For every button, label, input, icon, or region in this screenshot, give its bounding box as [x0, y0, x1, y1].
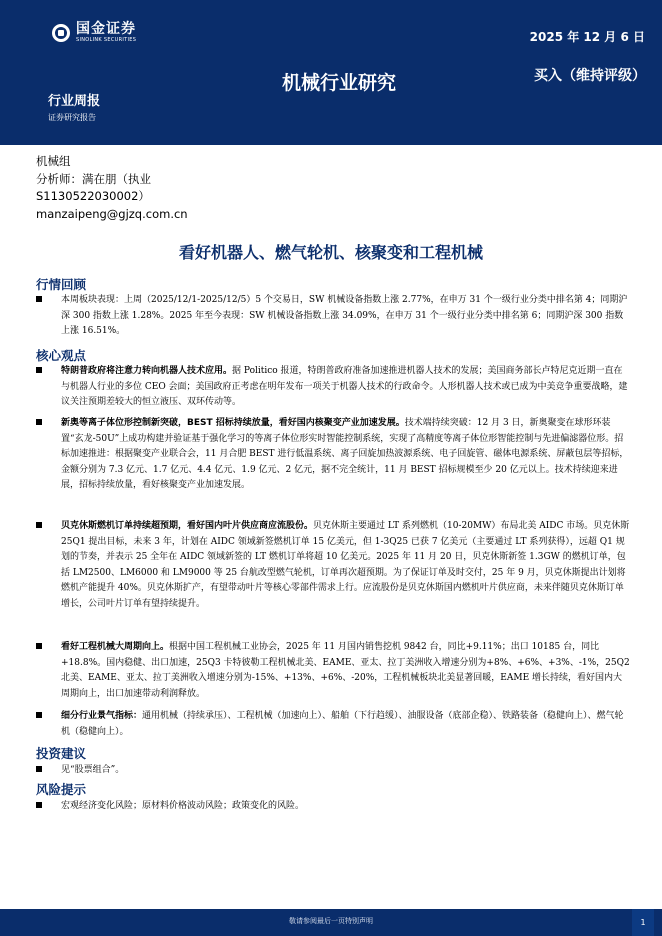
- bullet-icon: [36, 766, 42, 772]
- item-text: 根据中国工程机械工业协会，2025 年 11 月国内销售挖机 9842 台，同比+9.11%；出口 10185 台，同比+18.8%。国内稳健、出口加速，25Q3 卡特彼勒工程机械北美、EAME、亚太、拉丁美洲收入增速分别为+8%、+6%、+3%、-1%，25Q2 北美、EAME、亚太、拉丁美洲收入增速分别为-15%、+13%、+6%、-20%，工程机械板块北美显著回暖，EAME 增长持续，看好国内大周期向上，出口加速带动利润释放。: [61, 642, 630, 699]
- page-headline: 看好机器人、燃气轮机、核聚变和工程机械: [178, 243, 483, 262]
- report-title: 机械行业研究: [282, 72, 397, 94]
- list-item: [36, 519, 630, 637]
- report-header: [0, 0, 662, 145]
- item-text: 通用机械（持续承压）、工程机械（加速向上）、船舶（下行趋缓）、油服设备（底部企稳）、铁路装备（稳健向上）、燃气轮机（稳健向上）。: [61, 711, 624, 737]
- list-item: [36, 709, 630, 741]
- list-item: [36, 799, 630, 815]
- section-title-review: 行情回顾: [36, 277, 87, 292]
- analyst-cert: S1130522030002）: [36, 189, 150, 203]
- page-footer: [0, 909, 662, 936]
- bullet-icon: [36, 367, 42, 373]
- logo-en-text: SINOLINK SECURITIES: [76, 37, 137, 43]
- logo-mark-icon: [52, 24, 70, 42]
- bullet-icon: [36, 643, 42, 649]
- report-subtype: 证券研究报告: [48, 113, 96, 122]
- rating-badge: 买入（维持评级）: [534, 68, 646, 84]
- section-title-core: 核心观点: [36, 348, 87, 363]
- item-text: 技术端持续突破：12 月 3 日，新奥聚变在球形环装置“玄龙-50U”上成功构建并验证基于强化学习的等离子体位形实时智能控制系统，实现了高精度等离子体位形智能控制与先进偏滤器位形。招标加速推进：根据聚变产业联合会，11 月合肥 BEST 进行低温系统、离子回旋加热波源系统、电子回旋管、磁体电源系统、屏蔽包层等招标，金额分别为 7.3 亿元、1.7 亿元、4.4 亿元、1.9 亿元、2 亿元，据不完全统计，11 月 BEST 招标规模至少 20 亿元以上。技术持续迎来进展，招标持续放量，看好核聚变产业加速发展。: [61, 418, 629, 490]
- item-bold: 特朗普政府将注意力转向机器人技术应用。: [61, 366, 233, 376]
- list-item: [36, 293, 630, 341]
- report-type: 行业周报: [48, 94, 101, 109]
- item-text: 据 Politico 报道，特朗普政府准备加速推进机器人技术的发展；美国商务部长卢特尼克近期一直在与机器人行业的多位 CEO 会面；美国政府正考虑在明年发布一项关于机器人技术的行政命令。人形机器人技术或已成为中美竞争重要战略，建议关注预期差较大的恒立液压、双环传动等。: [61, 366, 628, 407]
- list-item: [36, 416, 630, 516]
- logo-cn-text: 国金证券: [76, 21, 136, 37]
- item-bold: 看好工程机械大周期向上。: [61, 642, 170, 652]
- brand-logo: [52, 22, 136, 44]
- list-item: [36, 640, 630, 706]
- analyst-email[interactable]: manzaipeng@gjzq.com.cn: [36, 206, 188, 221]
- analyst-name: 分析师：满在朋（执业: [36, 171, 151, 186]
- bullet-icon: [36, 802, 42, 808]
- analyst-info: [36, 153, 188, 223]
- bullet-icon: [36, 712, 42, 718]
- item-bold: 新奥等离子体位形控制新突破，BEST 招标持续放量，看好国内核聚变产业加速发展。: [61, 418, 405, 428]
- item-bold: 贝克休斯燃机订单持续超预期，看好国内叶片供应商应流股份。: [61, 521, 314, 531]
- bullet-icon: [36, 296, 42, 302]
- item-text: 见“股票组合”。: [61, 765, 125, 775]
- item-bold: 细分行业景气指标：: [61, 711, 143, 721]
- section-title-invest: 投资建议: [36, 746, 87, 761]
- item-text: 本周板块表现：上周（2025/12/1-2025/12/5）5 个交易日，SW 机械设备指数上涨 2.77%，在申万 31 个一级行业分类中排名第 4；同期沪深 300 指数上涨 1.28%。2025 年至今表现：SW 机械设备指数上涨 34.09%，在申万 31 个一级行业分类中排名第 6；同期沪深 300 指数上涨 16.51%。: [61, 295, 628, 336]
- analyst-group: 机械组: [36, 154, 71, 168]
- disclaimer-note: 敬请参阅最后一页特别声明: [289, 917, 373, 925]
- bullet-icon: [36, 522, 42, 528]
- list-item: [36, 763, 630, 779]
- bullet-icon: [36, 419, 42, 425]
- section-title-risk: 风险提示: [36, 782, 87, 797]
- report-date: 2025 年 12 月 6 日: [529, 30, 645, 44]
- page-number: 1: [632, 909, 654, 936]
- list-item: [36, 364, 630, 412]
- item-text: 贝克休斯主要通过 LT 系列燃机（10-20MW）布局北美 AIDC 市场。贝克休斯 25Q1 提出目标，未来 3 年，计划在 AIDC 领域新签燃机订单 15 亿美元，但 1-3Q25 已获 7 亿美元（主要通过 LT 系列获得），远超 Q1 规划的节奏，并表示 25 全年在 AIDC 领域新签的 LT 燃机订单将超 10 亿美元。2025 年 11 月 20 日，贝克休斯新签 1.3GW 的燃机订单，包括 LM2500、LM6000 和 LM9000 等 25 台航改型燃气轮机，订单再次超预期。为了保证订单及时交付，25 年 9 月，贝克休斯提出计划将燃机产能提升 40%。贝克休斯扩产，有望带动叶片等核心零部件需求上行。应流股份是贝克休斯国内燃机叶片供应商，未来伴随贝克休斯订单增长，公司叶片订单有望持续提升。: [61, 521, 630, 609]
- item-text: 宏观经济变化风险；原材料价格波动风险；政策变化的风险。: [61, 801, 305, 811]
